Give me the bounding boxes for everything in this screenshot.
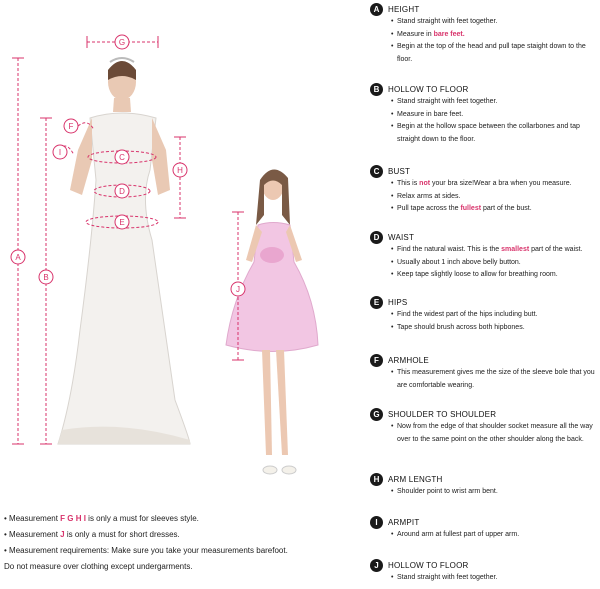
badge-g: G: [370, 408, 383, 421]
bullet: • Measure in bare feet.: [392, 109, 598, 122]
section-title: ARMHOLE: [388, 355, 429, 365]
bullet: • Begin at the hollow space between the collarbones and tap straight down to the floor.: [392, 121, 598, 146]
diagram-label-c: [115, 150, 129, 164]
bullet: • Now from the edge of that shoulder socket measure all the way over to the same point on the other shoulder along the back.: [392, 421, 598, 446]
diagram-label-b: [39, 270, 53, 284]
section-hips: [370, 295, 598, 334]
diagram-label-e: [115, 215, 129, 229]
section-bust: [370, 164, 598, 216]
section-title: ARMPIT: [388, 517, 420, 527]
section-title: HIPS: [388, 297, 408, 307]
badge-j: J: [370, 559, 383, 572]
svg-text:G: G: [118, 38, 126, 47]
diagram-label-j: [231, 282, 245, 296]
badge-b: B: [370, 83, 383, 96]
badge-a: A: [370, 3, 383, 16]
bullet: • Shoulder point to wrist arm bent.: [392, 486, 598, 499]
badge-e: E: [370, 296, 383, 309]
svg-text:I: I: [58, 148, 62, 157]
section-hollow-to-floor-short: [370, 558, 598, 585]
bullet: • Stand straight with feet together.: [392, 16, 598, 29]
bullet: • Stand straight with feet together.: [392, 572, 598, 585]
diagram-label-h: [173, 163, 187, 177]
section-title: SHOULDER TO SHOULDER: [388, 409, 497, 419]
section-title: HEIGHT: [388, 4, 420, 14]
svg-text:E: E: [119, 218, 125, 227]
svg-text:H: H: [177, 166, 183, 175]
badge-d: D: [370, 231, 383, 244]
bullet: • Around arm at fullest part of upper arm.: [392, 529, 598, 542]
section-title: ARM LENGTH: [388, 474, 443, 484]
diagram-label-a: [11, 250, 25, 264]
bullet: • Begin at the top of the head and pull tape staight down to the floor.: [392, 41, 598, 66]
note-sleeves: • Measurement F G H I is only a must for sleeves style.: [4, 514, 199, 523]
diagram-label-i: [53, 145, 67, 159]
diagram-label-f: [64, 119, 78, 133]
note-undergarments: Do not measure over clothing except undergarments.: [4, 562, 193, 571]
bullet: • Stand straight with feet together.: [392, 96, 598, 109]
bride-figure: [58, 58, 190, 444]
diagram-label-g: [115, 35, 129, 49]
svg-text:J: J: [236, 285, 240, 294]
svg-text:F: F: [68, 122, 74, 131]
diagram-label-d: [115, 184, 129, 198]
section-title: HOLLOW TO FLOOR: [388, 560, 469, 570]
badge-i: I: [370, 516, 383, 529]
short-dress-figure: [226, 169, 318, 474]
section-armpit: [370, 515, 598, 542]
badge-h: H: [370, 473, 383, 486]
badge-f: F: [370, 354, 383, 367]
bullet: • Tape should brush across both hipbones.: [392, 322, 598, 335]
bullet: • Usually about 1 inch above belly button.: [392, 257, 598, 270]
section-height: [370, 2, 598, 66]
svg-text:C: C: [119, 153, 125, 162]
badge-c: C: [370, 165, 383, 178]
bullet: • This measurement gives me the size of the sleeve bole that you are comfortable wearing.: [392, 367, 598, 392]
section-title: WAIST: [388, 232, 415, 242]
note-short-dresses: • Measurement J is only a must for short dresses.: [4, 530, 180, 539]
section-title: HOLLOW TO FLOOR: [388, 84, 469, 94]
section-waist: [370, 230, 598, 282]
bullet: • This is not your bra size!Wear a bra when you measure.: [392, 178, 598, 191]
svg-text:A: A: [15, 253, 21, 262]
bullet: • Relax arms at sides.: [392, 191, 598, 204]
section-title: BUST: [388, 166, 411, 176]
section-arm-length: [370, 472, 598, 499]
bullet: • Find the natural waist. This is the smallest part of the waist.: [392, 244, 598, 257]
bullet: • Find the widest part of the hips including butt.: [392, 309, 598, 322]
section-shoulder-to-shoulder: [370, 407, 598, 446]
svg-text:D: D: [119, 187, 125, 196]
note-requirements: • Measurement requirements: Make sure you take your measurements barefoot.: [4, 546, 288, 555]
bullet: • Keep tape slightly loose to allow for breathing room.: [392, 269, 598, 282]
instructions-panel: [370, 0, 598, 584]
section-hollow-to-floor: [370, 82, 598, 146]
section-armhole: [370, 353, 598, 392]
svg-text:B: B: [43, 273, 49, 282]
bullet: • Pull tape across the fullest part of the bust.: [392, 203, 598, 216]
bullet: • Measure in bare feet.: [392, 29, 598, 42]
